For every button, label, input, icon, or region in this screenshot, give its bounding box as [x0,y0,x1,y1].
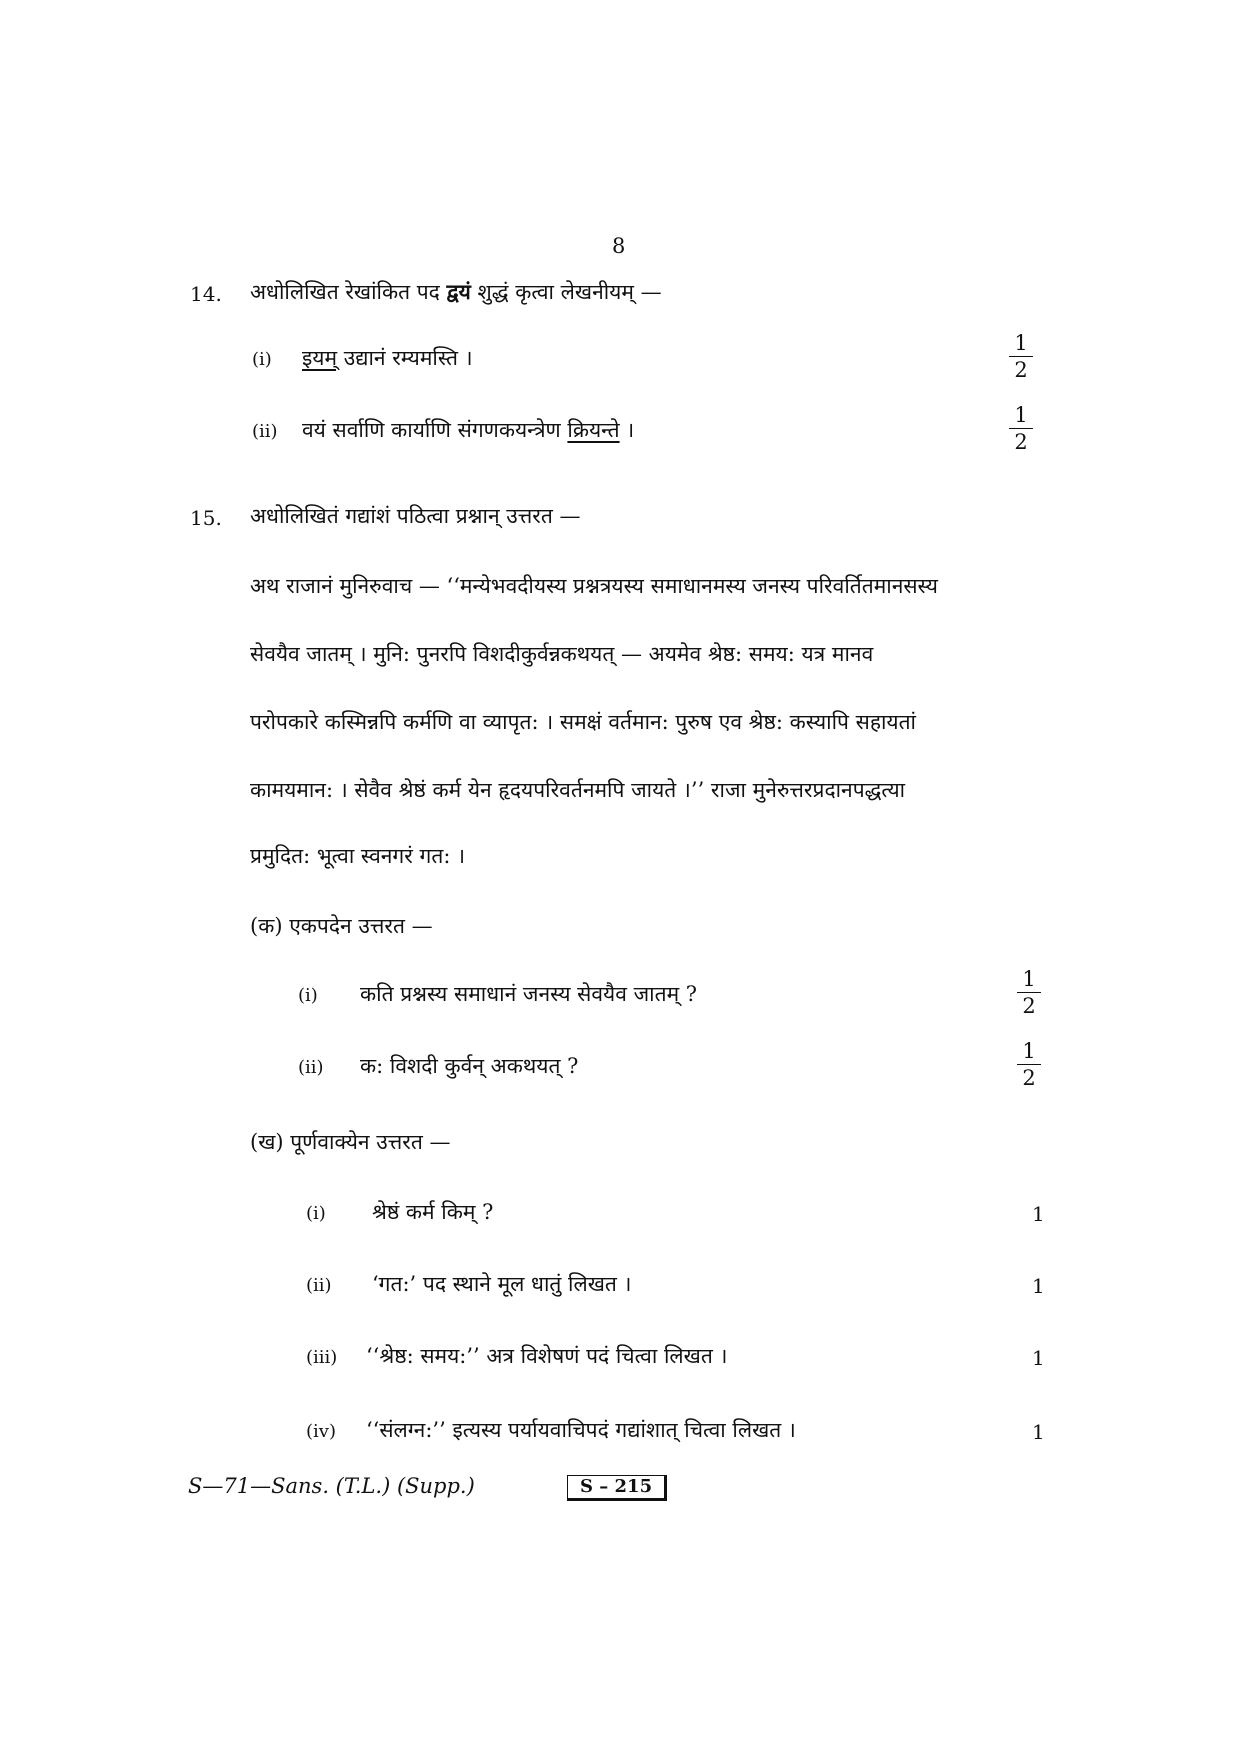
item-rest: उद्यानं रम्यमस्ति । [337,346,473,370]
part-ka-item-mark [1017,1040,1041,1089]
part-ka-item-text: कति प्रश्नस्य समाधानं जनस्य सेवयैव जातम् ? [360,982,698,1006]
q14-item-mark [1009,404,1033,453]
q14-number: 14. [190,282,222,306]
footer-paper-code: S—71—Sans. (T.L.) (Supp.) [188,1474,475,1498]
mark-numerator: 1 [1017,968,1041,993]
q14-item-mark [1009,332,1033,381]
part-kha-item-mark: 1 [1032,1274,1045,1298]
mark-numerator: 1 [1009,404,1033,429]
passage-line: परोपकारे कस्मिन्नपि कर्मणि वा व्यापृत: । समक्षं वर्तमान: पुरुष एव श्रेष्ठ: कस्यापि सहायतां [250,710,916,734]
part-kha-item-mark: 1 [1032,1202,1045,1226]
part-kha-item-text: ‘‘संलग्न:’’ इत्यस्य पर्यायवाचिपदं गद्यांशात् चित्वा लिखत । [366,1418,796,1442]
passage-line: कामयमान: । सेवैव श्रेष्ठं कर्म येन हृदयपरिवर्तनमपि जायते ।’’ राजा मुनेरुत्तरप्रदानपद्धत्या [250,778,906,802]
part-kha-item-label: (iv) [306,1421,336,1442]
part-ka-item-mark [1017,968,1041,1017]
q14-item-text [302,416,634,444]
underlined-word: क्रियन्ते [567,418,620,442]
part-kha-item-label: (i) [306,1203,326,1224]
item-after: । [619,418,635,442]
q14-item-label: (i) [252,349,272,370]
passage-line: प्रमुदित: भूत्वा स्वनगरं गत: । [250,844,466,868]
q14-instruction-part-b: शुद्धं कृत्वा लेखनीयम् — [470,280,662,304]
part-kha-heading: (ख) पूर्णवाक्येन उत्तरत — [250,1130,451,1154]
q14-instruction [250,278,662,306]
part-ka-item-text: क: विशदी कुर्वन् अकथयत् ? [360,1054,579,1078]
page-number: 8 [612,234,626,258]
part-kha-item-text: ‘‘श्रेष्ठ: समय:’’ अत्र विशेषणं पदं चित्वा लिखत । [366,1344,728,1368]
part-kha-item-text: ‘गत:’ पद स्थाने मूल धातुं लिखत । [372,1272,632,1296]
q15-instruction: अधोलिखितं गद्यांशं पठित्वा प्रश्नान् उत्तरत — [250,504,581,528]
part-ka-heading: (क) एकपदेन उत्तरत — [250,914,433,938]
mark-numerator: 1 [1017,1040,1041,1065]
part-kha-item-text: श्रेष्ठं कर्म किम् ? [372,1200,494,1224]
passage-line: सेवयैव जातम् । मुनि: पुनरपि विशदीकुर्वन्नकथयत् — अयमेव श्रेष्ठ: समय: यत्र मानव [250,642,874,666]
mark-denominator: 2 [1014,358,1028,382]
mark-denominator: 2 [1022,1066,1036,1090]
q14-item-label: (ii) [252,421,278,442]
q15-number: 15. [190,506,222,530]
q14-item-text [302,344,473,372]
part-kha-item-mark: 1 [1032,1346,1045,1370]
part-ka-item-label: (ii) [298,1057,324,1078]
part-kha-item-label: (ii) [306,1275,332,1296]
mark-numerator: 1 [1009,332,1033,357]
part-ka-item-label: (i) [298,985,318,1006]
q14-instruction-bold: द्वयं [446,279,471,304]
q14-instruction-part-a: अधोलिखित रेखांकित पद [250,280,447,304]
passage-line: अथ राजानं मुनिरुवाच — ‘‘मन्येभवदीयस्य प्रश्नत्रयस्य समाधानमस्य जनस्य परिवर्तितमानसस्य [250,574,938,598]
mark-denominator: 2 [1014,430,1028,454]
mark-denominator: 2 [1022,994,1036,1018]
item-before: वयं सर्वाणि कार्याणि संगणकयन्त्रेण [302,418,568,442]
underlined-word: इयम् [302,346,338,370]
part-kha-item-label: (iii) [306,1347,338,1368]
footer-series-code: S – 215 [567,1475,667,1501]
part-kha-item-mark: 1 [1032,1420,1045,1444]
